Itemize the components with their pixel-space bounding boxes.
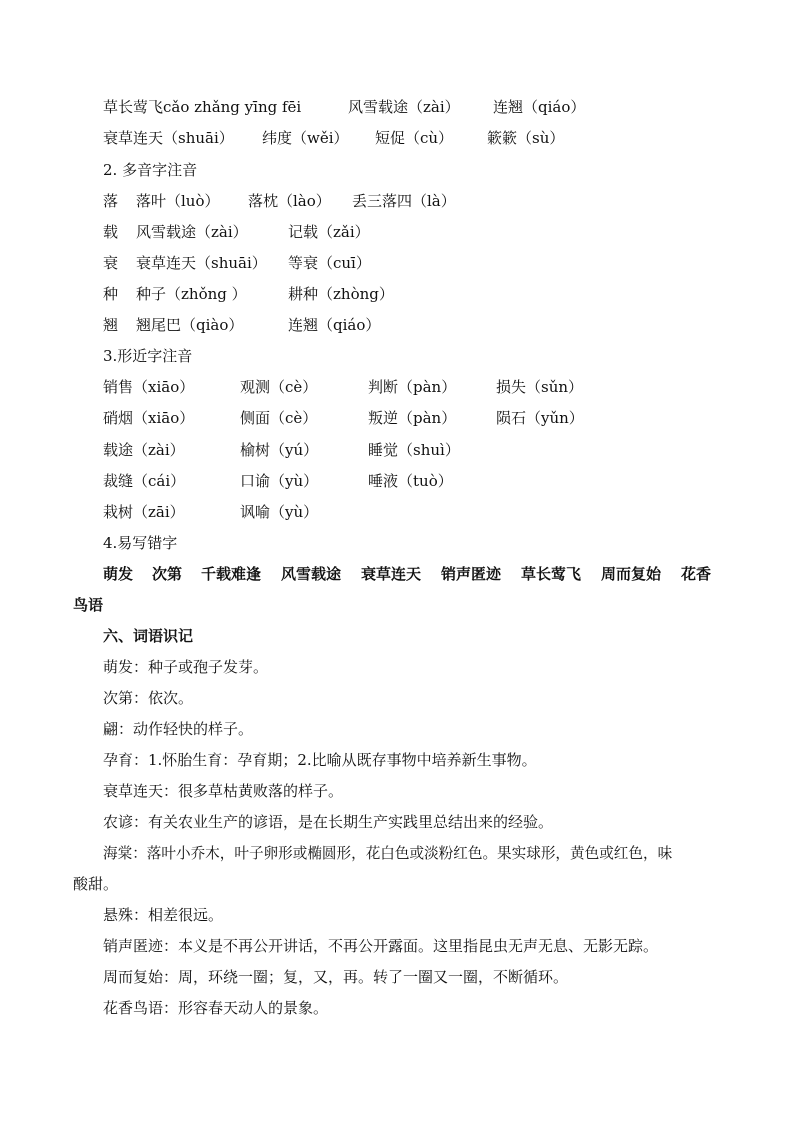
definition-line: 花香鸟语：形容春天动人的景象。: [103, 999, 329, 1017]
section-title-vocabulary: 六、词语识记: [103, 627, 194, 645]
definition-line: 翩：动作轻快的样子。: [103, 720, 254, 738]
definition-line: 孕育：1.怀胎生育：孕育期；2.比喻从既存事物中培养新生事物。: [103, 751, 537, 769]
similar-entry: 栽树（zāi）: [103, 503, 185, 521]
poly-entry: 翘尾巴（qiào）: [136, 316, 244, 334]
similar-entry: 叛逆（pàn）: [368, 409, 457, 427]
similar-entry: 损失（sǔn）: [496, 378, 584, 396]
poly-entry: 记载（zǎi）: [288, 223, 370, 241]
error-word: 销声匿迹: [441, 565, 502, 583]
poly-char: 载: [103, 223, 119, 241]
term-text: 簌簌（sù）: [487, 129, 565, 147]
error-word: 千载难逢: [201, 565, 262, 583]
similar-entry: 讽喻（yù）: [240, 503, 319, 521]
similar-entry: 判断（pàn）: [368, 378, 457, 396]
poly-entry: 丢三落四（là）: [352, 192, 456, 210]
similar-entry: 载途（zài）: [103, 441, 185, 459]
poly-entry: 连翘（qiáo）: [288, 316, 381, 334]
similar-entry: 硝烟（xiāo）: [103, 409, 195, 427]
error-word: 风雪载途: [281, 565, 342, 583]
error-word: 周而复始: [601, 565, 662, 583]
definition-line: 销声匿迹：本义是不再公开讲话，不再公开露面。这里指昆虫无声无息、无影无踪。: [103, 937, 659, 955]
section-title-similar: 3.形近字注音: [103, 347, 193, 365]
section-title-error-words: 4.易写错字: [103, 534, 178, 552]
poly-char: 翘: [103, 316, 119, 334]
poly-entry: 风雪载途（zài）: [136, 223, 248, 241]
term-text: 连翘（qiáo）: [493, 98, 586, 116]
similar-entry: 陨石（yǔn）: [496, 409, 584, 427]
similar-entry: 榆树（yú）: [240, 441, 319, 459]
poly-entry: 落枕（lào）: [248, 192, 331, 210]
definition-line: 萌发：种子或孢子发芽。: [103, 658, 269, 676]
term-text: 风雪载途（zài）: [348, 98, 460, 116]
error-word: 鸟语: [73, 596, 104, 614]
error-word: 草长莺飞: [521, 565, 582, 583]
section-title-polyphones: 2. 多音字注音: [103, 161, 198, 179]
definition-line: 海棠：落叶小乔木，叶子卵形或椭圆形，花白色或淡粉红色。果实球形，黄色或红色，味: [103, 845, 673, 862]
term-text: 草长莺飞cǎo zhǎng yīng fēi: [103, 98, 302, 116]
poly-entry: 落叶（luò）: [136, 192, 220, 210]
poly-char: 种: [103, 285, 119, 303]
poly-entry: 种子（zhǒng ）: [136, 285, 247, 303]
error-word: 萌发: [103, 565, 134, 583]
definition-line: 酸甜。: [73, 875, 119, 893]
definition-line: 衰草连天：很多草枯黄败落的样子。: [103, 782, 344, 800]
poly-char: 衰: [103, 254, 119, 272]
definition-line: 悬殊：相差很远。: [103, 906, 224, 924]
definition-line: 次第：依次。: [103, 689, 194, 707]
definition-line: 周而复始：周，环绕一圈；复，又，再。转了一圈又一圈，不断循环。: [103, 968, 569, 986]
poly-char: 落: [103, 192, 119, 210]
definition-line: 农谚：有关农业生产的谚语，是在长期生产实践里总结出来的经验。: [103, 813, 554, 831]
poly-entry: 等衰（cuī）: [288, 254, 371, 272]
poly-entry: 衰草连天（shuāi）: [136, 254, 267, 272]
error-word: 衰草连天: [361, 565, 422, 583]
similar-entry: 裁缝（cái）: [103, 472, 186, 490]
poly-entry: 耕种（zhòng）: [288, 285, 394, 303]
similar-entry: 销售（xiāo）: [103, 378, 195, 396]
similar-entry: 观测（cè）: [240, 378, 318, 396]
term-text: 短促（cù）: [375, 129, 454, 147]
similar-entry: 唾液（tuò）: [368, 472, 453, 490]
term-text: 衰草连天（shuāi）: [103, 129, 234, 147]
error-word: 次第: [152, 565, 183, 583]
similar-entry: 侧面（cè）: [240, 409, 318, 427]
similar-entry: 睡觉（shuì）: [368, 441, 460, 459]
similar-entry: 口谕（yù）: [240, 472, 319, 490]
term-text: 纬度（wěi）: [262, 129, 349, 147]
error-word: 花香: [681, 565, 712, 583]
